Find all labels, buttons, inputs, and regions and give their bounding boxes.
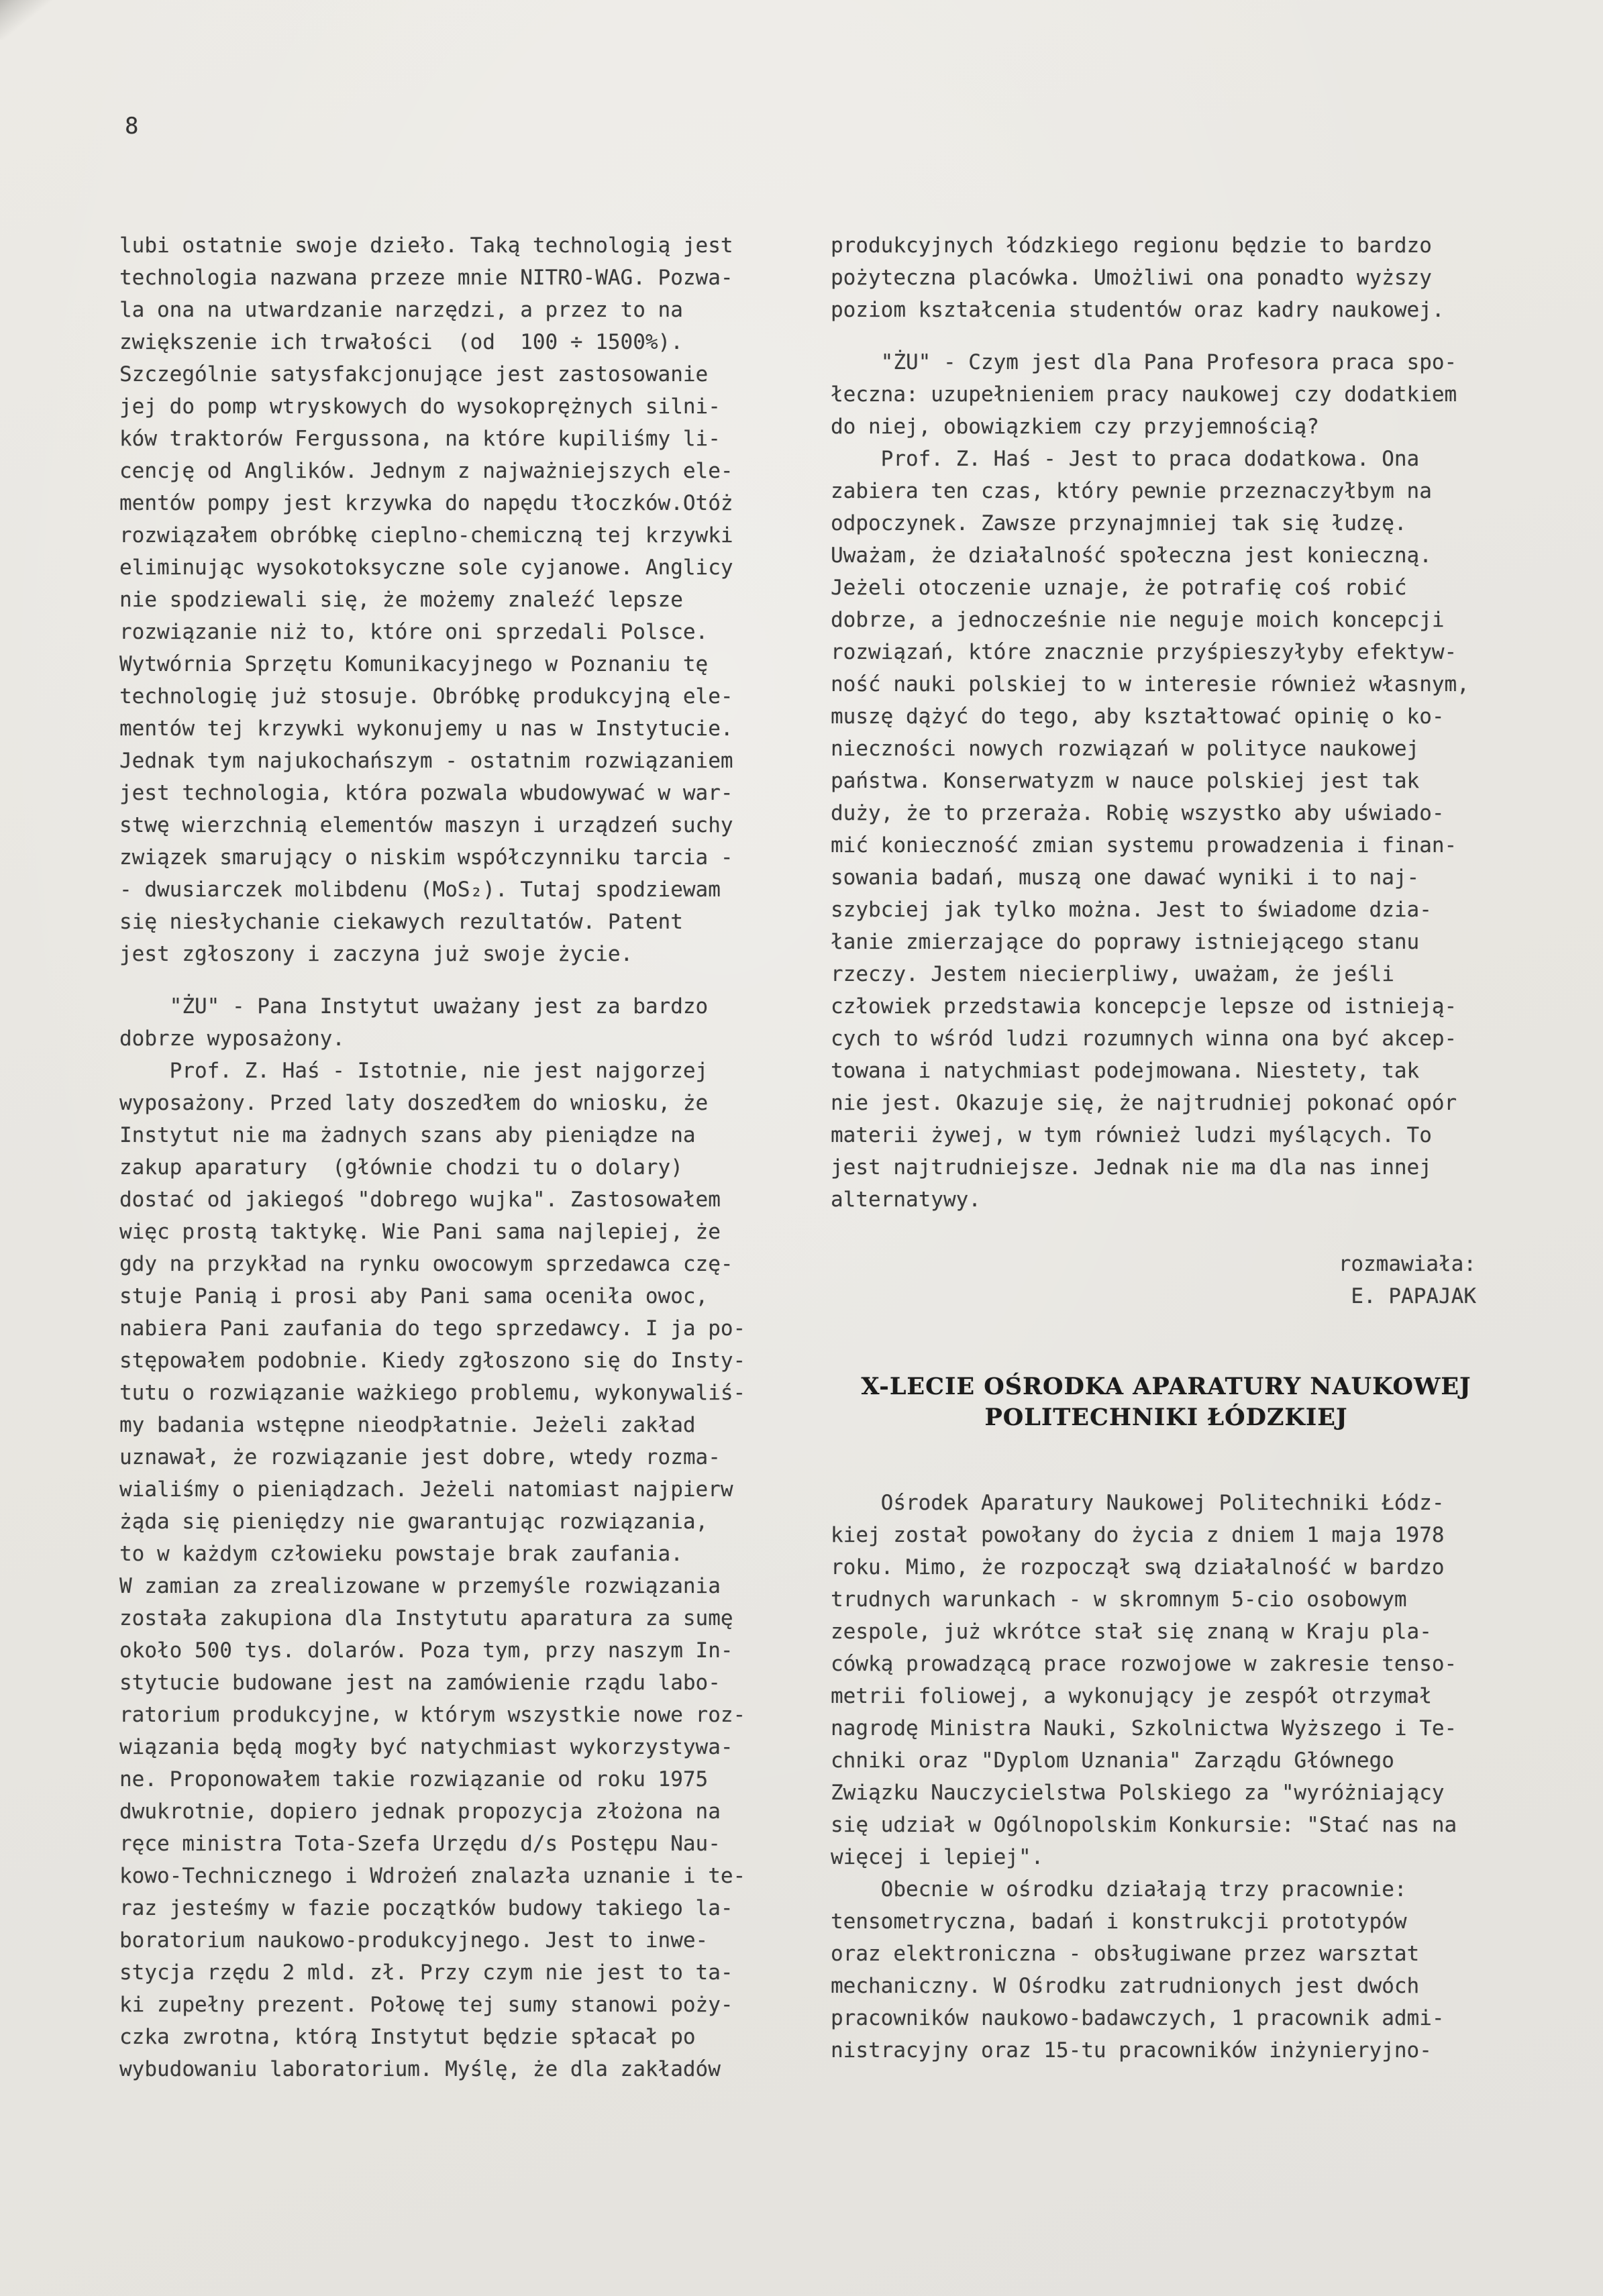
text-line: poziom kształcenia studentów oraz kadry naukowej. — [831, 298, 1445, 322]
text-line: jej do pomp wtryskowych do wysokoprężnych silni- — [119, 395, 721, 419]
text-line: Prof. Z. Haś - Istotnie, nie jest najgorzej — [119, 1059, 709, 1083]
page-number: 8 — [125, 113, 139, 140]
text-line: boratorium naukowo-produkcyjnego. Jest to inwe- — [119, 1928, 709, 1952]
paragraph-gap — [119, 970, 757, 990]
text-line: "ŻU" - Czym jest dla Pana Profesora praca spo- — [831, 350, 1457, 374]
text-line: Szczególnie satysfakcjonujące jest zastosowanie — [119, 362, 709, 386]
text-line: rozmawiała: — [1338, 1252, 1476, 1276]
text-line: odpoczynek. Zawsze przynajmniej tak się łudzę. — [831, 511, 1407, 535]
text-line: do niej, obowiązkiem czy przyjemnością? — [831, 415, 1319, 439]
text-line: duży, że to przeraża. Robię wszystko aby uświado- — [831, 801, 1445, 825]
text-line: rozwiązań, które znacznie przyśpieszyłyby efektyw- — [831, 640, 1457, 664]
text-line: Jeżeli otoczenie uznaje, że potrafię coś robić — [831, 576, 1407, 600]
text-line: zwiększenie ich trwałości (od 100 ÷ 1500%). — [119, 330, 683, 354]
text-line: człowiek przedstawia koncepcje lepsze od istnieją- — [831, 994, 1457, 1019]
text-line: tensometryczna, badań i konstrukcji prototypów — [831, 1910, 1407, 1934]
text-line: alternatywy. — [831, 1188, 981, 1212]
text-line: mentów pompy jest krzywka do napędu tłoczków.Otóż — [119, 491, 733, 515]
text-line: wybudowaniu laboratorium. Myślę, że dla zakładów — [119, 2057, 721, 2081]
text-line: jest najtrudniejsze. Jednak nie ma dla nas innej — [831, 1155, 1432, 1180]
text-line: nagrodę Ministra Nauki, Szkolnictwa Wyższego i Te- — [831, 1716, 1457, 1740]
two-column-layout — [119, 229, 1502, 2085]
article-body — [831, 1487, 1502, 2067]
text-line: technologia nazwana przeze mnie NITRO-WAG. Pozwa- — [119, 266, 733, 290]
text-line: się udział w Ogólnopolskim Konkursie: "Stać nas na — [831, 1813, 1457, 1837]
text-line: gdy na przykład na rynku owocowym sprzedawca czę- — [119, 1252, 733, 1276]
article-heading — [831, 1371, 1502, 1433]
text-line: la ona na utwardzanie narzędzi, a przez to na — [119, 298, 683, 322]
text-line: się niesłychanie ciekawych rezultatów. Patent — [119, 910, 683, 934]
text-line: zakup aparatury (głównie chodzi tu o dolary) — [119, 1155, 683, 1180]
text-line: Jednak tym najukochańszym - ostatnim rozwiązaniem — [119, 749, 733, 773]
text-line: Instytut nie ma żadnych szans aby pieniądze na — [119, 1123, 696, 1147]
text-line: towana i natychmiast podejmowana. Niestety, tak — [831, 1059, 1420, 1083]
text-line: dobrze wyposażony. — [119, 1027, 345, 1051]
text-line: Uważam, że działalność społeczna jest konieczną. — [831, 543, 1432, 568]
text-line: ki zupełny prezent. Połowę tej sumy stanowi poży- — [119, 1993, 733, 2017]
text-line: pracowników naukowo-badawczych, 1 pracownik admi- — [831, 2006, 1445, 2030]
text-line: nieczności nowych rozwiązań w polityce naukowej — [831, 737, 1420, 761]
text-line: związek smarujący o niskim współczynniku tarcia - — [119, 845, 733, 870]
text-line: chniki oraz "Dyplom Uznania" Zarządu Głównego — [831, 1749, 1394, 1773]
text-line: muszę dążyć do tego, aby kształtować opinię o ko- — [831, 705, 1445, 729]
text-line: metrii foliowej, a wykonujący je zespół otrzymał — [831, 1684, 1432, 1708]
text-line: żąda się pieniędzy nie gwarantując rozwiązania, — [119, 1510, 709, 1534]
text-line: Prof. Z. Haś - Jest to praca dodatkowa. Ona — [831, 447, 1420, 471]
text-line: cówką prowadzącą prace rozwojowe w zakresie tenso- — [831, 1652, 1457, 1676]
text-line: oraz elektroniczna - obsługiwane przez warsztat — [831, 1942, 1420, 1966]
text-line: zespole, już wkrótce stał się znaną w Kraju pla- — [831, 1620, 1432, 1644]
text-line: została zakupiona dla Instytutu aparatura za sumę — [119, 1606, 733, 1630]
text-line: wialiśmy o pieniądzach. Jeżeli natomiast najpierw — [119, 1477, 733, 1502]
text-line: czka zwrotna, którą Instytut będzie spłacał po — [119, 2025, 696, 2049]
text-line: łanie zmierzające do poprawy istniejącego stanu — [831, 930, 1420, 954]
text-line: państwa. Konserwatyzm w nauce polskiej jest tak — [831, 769, 1420, 793]
text-line: "ŻU" - Pana Instytut uważany jest za bardzo — [119, 994, 709, 1019]
text-line: E. PAPAJAK — [1351, 1284, 1476, 1308]
text-line: to w każdym człowieku powstaje brak zaufania. — [119, 1542, 683, 1566]
text-line: Obecnie w ośrodku działają trzy pracownie: — [831, 1877, 1407, 1901]
text-line: stępowałem podobnie. Kiedy zgłoszono się do Insty- — [119, 1349, 746, 1373]
text-line: mentów tej krzywki wykonujemy u nas w Instytucie. — [119, 717, 733, 741]
text-line: stycja rzędu 2 mld. zł. Przy czym nie jest to ta- — [119, 1961, 733, 1985]
text-line: szybciej jak tylko można. Jest to świadome dzia- — [831, 898, 1432, 922]
text-line: rozwiązanie niż to, które oni sprzedali Polsce. — [119, 620, 709, 644]
text-line: wiązania będą mogły być natychmiast wykorzystywa- — [119, 1735, 733, 1759]
text-line: nistracyjny oraz 15-tu pracowników inżynieryjno- — [831, 2038, 1432, 2063]
text-line: mić konieczność zmian systemu prowadzenia i finan- — [831, 833, 1457, 857]
text-line: stwę wierzchnią elementów maszyn i urządzeń suchy — [119, 813, 733, 837]
right-column — [831, 229, 1502, 2085]
text-line: kowo-Technicznego i Wdrożeń znalazła uznanie i te- — [119, 1864, 746, 1888]
text-line: uznawał, że rozwiązanie jest dobre, wtedy rozma- — [119, 1445, 721, 1469]
text-line: mechaniczny. W Ośrodku zatrudnionych jest dwóch — [831, 1974, 1420, 1998]
text-line: rzeczy. Jestem niecierpliwy, uważam, że jeśli — [831, 962, 1394, 986]
text-line: około 500 tys. dolarów. Poza tym, przy naszym In- — [119, 1638, 733, 1663]
text-line: eliminując wysokotoksyczne sole cyjanowe. Anglicy — [119, 556, 733, 580]
text-line: POLITECHNIKI ŁÓDZKIEJ — [984, 1404, 1348, 1431]
text-line: rozwiązałem obróbkę cieplno-chemiczną tej krzywki — [119, 523, 733, 547]
text-line: produkcyjnych łódzkiego regionu będzie to bardzo — [831, 233, 1432, 258]
text-line: nie jest. Okazuje się, że najtrudniej pokonać opór — [831, 1091, 1457, 1115]
text-line: ratorium produkcyjne, w którym wszystkie nowe roz- — [119, 1703, 746, 1727]
text-line: technologię już stosuje. Obróbkę produkcyjną ele- — [119, 684, 733, 709]
text-line: roku. Mimo, że rozpoczął swą działalność w bardzo — [831, 1555, 1445, 1579]
text-line: cencję od Anglików. Jednym z najważniejszych ele- — [119, 459, 733, 483]
text-line: pożyteczna placówka. Umożliwi ona ponadto wyższy — [831, 266, 1432, 290]
text-line: - dwusiarczek molibdenu (MoS₂). Tutaj spodziewam — [119, 878, 721, 902]
text-line: dwukrotnie, dopiero jednak propozycja złożona na — [119, 1799, 721, 1824]
text-line: tutu o rozwiązanie ważkiego problemu, wykonywaliś- — [119, 1381, 746, 1405]
text-line: nie spodziewali się, że możemy znaleźć lepsze — [119, 588, 683, 612]
text-line: ność nauki polskiej to w interesie również własnym, — [831, 672, 1469, 696]
text-line: jest zgłoszony i zaczyna już swoje życie. — [119, 942, 633, 966]
paragraph-gap — [831, 326, 1502, 346]
text-line: kiej został powołany do życia z dniem 1 maja 1978 — [831, 1523, 1445, 1547]
text-line: dobrze, a jednocześnie nie neguje moich koncepcji — [831, 608, 1445, 632]
text-line: W zamian za zrealizowane w przemyśle rozwiązania — [119, 1574, 721, 1598]
scan-artifact — [0, 0, 59, 46]
text-line: więc prostą taktykę. Wie Pani sama najlepiej, że — [119, 1220, 721, 1244]
text-line: trudnych warunkach - w skromnym 5-cio osobowym — [831, 1587, 1407, 1612]
text-line: sowania badań, muszą one dawać wyniki i to naj- — [831, 866, 1420, 890]
text-line: Ośrodek Aparatury Naukowej Politechniki Łódz- — [831, 1491, 1445, 1515]
text-line: stytucie budowane jest na zamówienie rządu labo- — [119, 1671, 721, 1695]
text-line: stuje Panią i prosi aby Pani sama oceniła owoc, — [119, 1284, 709, 1308]
text-line: X-LECIE OŚRODKA APARATURY NAUKOWEJ — [861, 1373, 1471, 1400]
text-line: dostać od jakiegoś "dobrego wujka". Zastosowałem — [119, 1188, 721, 1212]
text-line: jest technologia, która pozwala wbudowywać w war- — [119, 781, 733, 805]
left-column — [119, 229, 757, 2085]
text-line: Związku Nauczycielstwa Polskiego za "wyróżniający — [831, 1781, 1445, 1805]
text-line: więcej i lepiej". — [831, 1845, 1044, 1869]
text-line: lubi ostatnie swoje dzieło. Taką technologią jest — [119, 233, 733, 258]
interview-signoff — [831, 1248, 1502, 1312]
text-line: cych to wśród ludzi rozumnych winna ona być akcep- — [831, 1027, 1457, 1051]
text-line: ne. Proponowałem takie rozwiązanie od roku 1975 — [119, 1767, 709, 1791]
text-line: łeczna: uzupełnieniem pracy naukowej czy dodatkiem — [831, 382, 1457, 407]
text-line: nabiera Pani zaufania do tego sprzedawcy. I ja po- — [119, 1316, 746, 1341]
text-line: Wytwórnia Sprzętu Komunikacyjnego w Poznaniu tę — [119, 652, 709, 676]
text-line: materii żywej, w tym również ludzi myślących. To — [831, 1123, 1432, 1147]
text-line: my badania wstępne nieodpłatnie. Jeżeli zakład — [119, 1413, 696, 1437]
text-line: ków traktorów Fergussona, na które kupiliśmy li- — [119, 427, 721, 451]
text-line: wyposażony. Przed laty doszedłem do wniosku, że — [119, 1091, 709, 1115]
text-line: ręce ministra Tota-Szefa Urzędu d/s Postępu Nau- — [119, 1832, 721, 1856]
text-line: zabiera ten czas, który pewnie przeznaczyłbym na — [831, 479, 1432, 503]
text-line: raz jesteśmy w fazie początków budowy takiego la- — [119, 1896, 733, 1920]
interview-continuation — [831, 229, 1502, 1216]
